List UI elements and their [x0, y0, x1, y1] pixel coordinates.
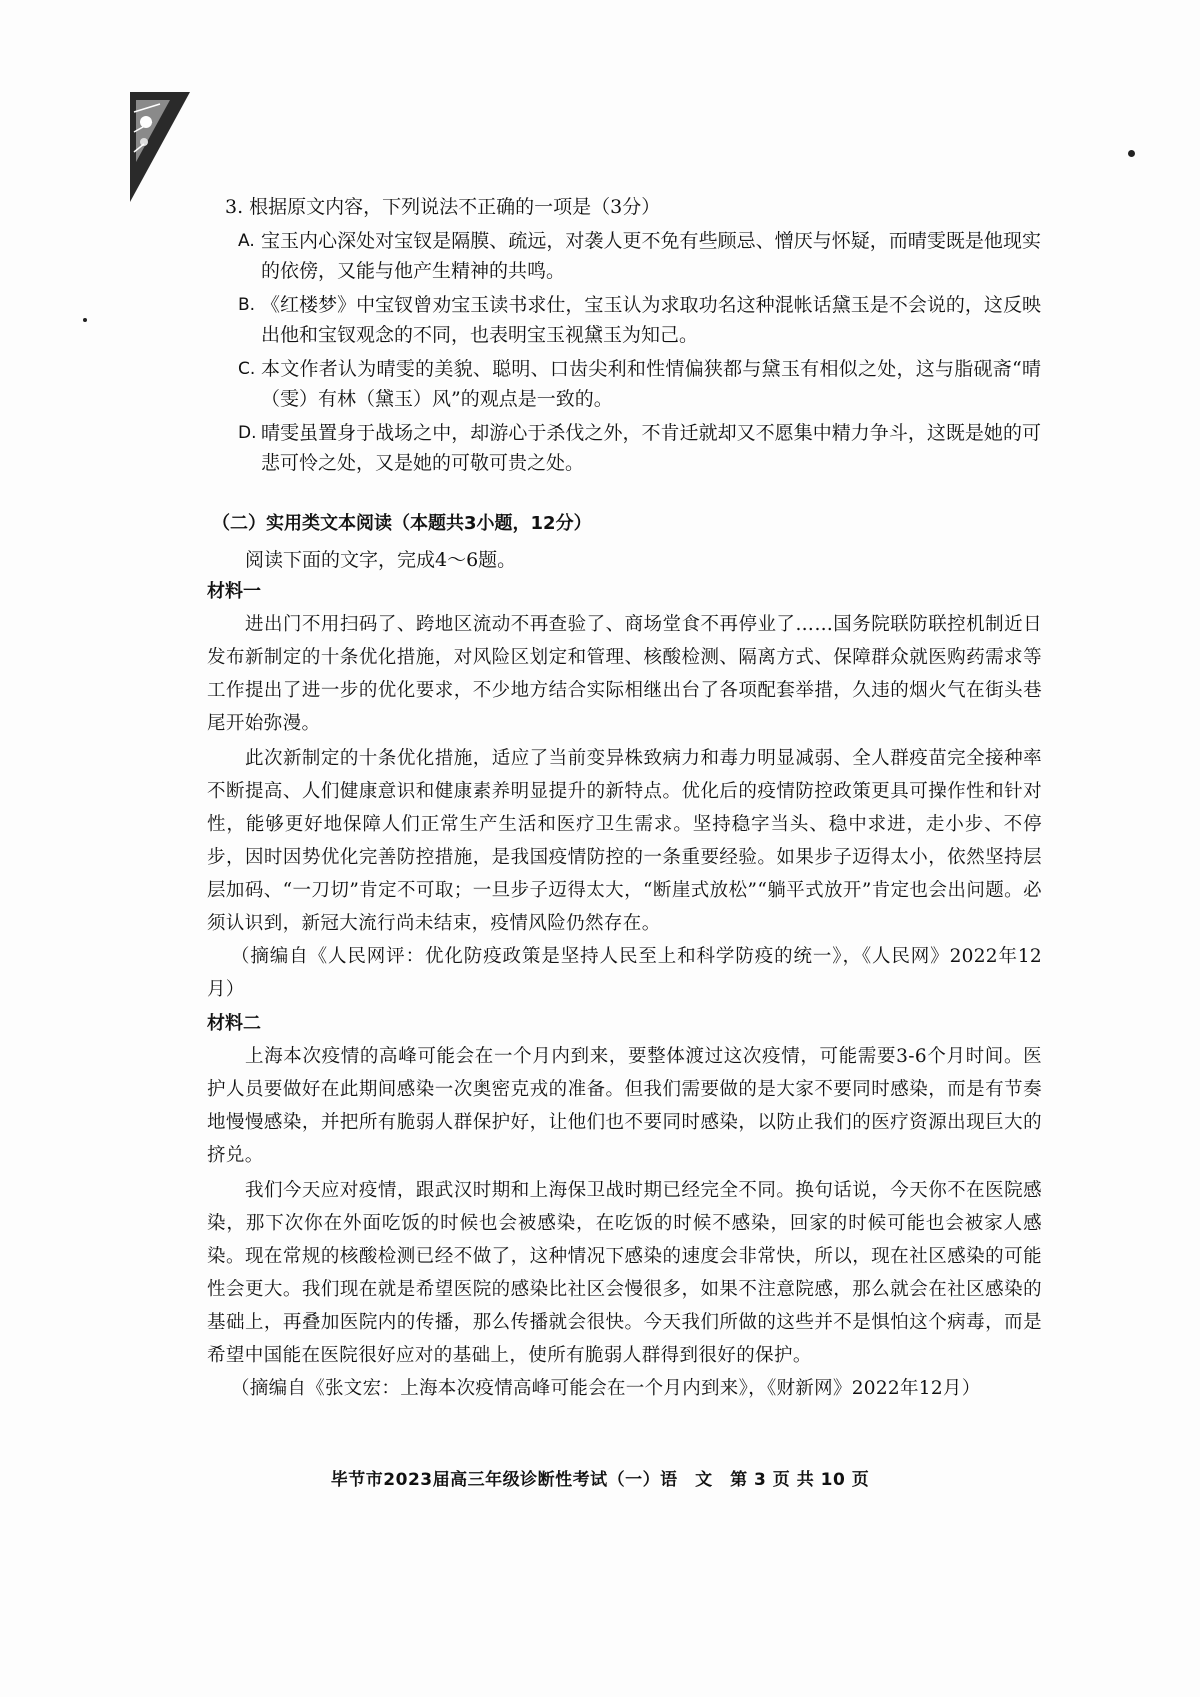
option-d	[238, 418, 1041, 478]
material-2-source: （摘编自《张文宏：上海本次疫情高峰可能会在一个月内到来》，《财新网》2022年12月）	[231, 1378, 981, 1399]
option-a	[238, 226, 1041, 286]
material-2-label: 材料二	[207, 1013, 261, 1034]
option-c	[238, 354, 1041, 414]
material-1-source: （摘编自《人民网评：优化防疫政策是坚持人民至上和科学防疫的统一》，《人民网》2022年12月）	[207, 946, 1042, 1000]
section-title	[212, 510, 1042, 538]
section-instruction: 阅读下面的文字，完成4～6题。	[245, 549, 517, 571]
option-letter: D.	[238, 423, 257, 443]
option-letter: A.	[238, 231, 255, 251]
scan-dot	[1128, 150, 1135, 157]
scan-dot	[83, 318, 87, 322]
option-b	[238, 290, 1041, 350]
material-2-paragraph: 上海本次疫情的高峰可能会在一个月内到来，要整体渡过这次疫情，可能需要3-6个月时间。医护人员要做好在此期间感染一次奥密克戎的准备。但我们需要做的是大家不要同时感染，而是有节奏地慢慢感染，并把所有脆弱人群保护好，让他们也不要同时感染，以防止我们的医疗资源出现巨大的挤兑。	[207, 1046, 1042, 1166]
option-text: 宝玉内心深处对宝钗是隔膜、疏远，对袭人更不免有些顾忌、憎厌与怀疑，而晴雯既是他现实的依傍，又能与他产生精神的共鸣。	[261, 230, 1041, 282]
page-footer: 毕节市2023届高三年级诊断性考试（一）语 文 第 3 页 共 10 页	[330, 1470, 870, 1490]
option-letter: B.	[238, 295, 256, 315]
material-2-paragraph: 我们今天应对疫情，跟武汉时期和上海保卫战时期已经完全不同。换句话说，今天你不在医院感染，那下次你在外面吃饭的时候也会被感染，在吃饭的时候不感染，回家的时候可能也会被家人感染。现在常规的核酸检测已经不做了，这种情况下感染的速度会非常快，所以，现在社区感染的可能性会更大。我们现在就是希望医院的感染比社区会慢很多，如果不注意院感，那么就会在社区感染的基础上，再叠加医院内的传播，那么传播就会很快。今天我们所做的这些并不是惧怕这个病毒，而是希望中国能在医院很好应对的基础上，使所有脆弱人群得到很好的保护。	[207, 1180, 1042, 1366]
section-practical-reading	[207, 510, 1042, 1405]
question-stem: 3. 根据原文内容，下列说法不正确的一项是（3分）	[225, 196, 661, 218]
option-text: 晴雯虽置身于战场之中，却游心于杀伐之外，不肯迁就却又不愿集中精力争斗，这既是她的可悲可怜之处，又是她的可敬可贵之处。	[261, 422, 1041, 474]
material-1-paragraph: 进出门不用扫码了、跨地区流动不再查验了、商场堂食不再停业了……国务院联防联控机制近日发布新制定的十条优化措施，对风险区划定和管理、核酸检测、隔离方式、保障群众就医购药需求等工作提出了进一步的优化要求，不少地方结合实际相继出台了各项配套举措，久违的烟火气在街头巷尾开始弥漫。	[207, 614, 1042, 734]
question-3	[225, 192, 1088, 478]
material-1-paragraph: 此次新制定的十条优化措施，适应了当前变异株致病力和毒力明显减弱、全人群疫苗完全接种率不断提高、人们健康意识和健康素养明显提升的新特点。优化后的疫情防控政策更具可操作性和针对性，能够更好地保障人们正常生产生活和医疗卫生需求。坚持稳字当头、稳中求进，走小步、不停步，因时因势优化完善防控措施，是我国疫情防控的一条重要经验。如果步子迈得太小，依然坚持层层加码、“一刀切”肯定不可取；一旦步子迈得太大，“断崖式放松”“躺平式放开”肯定也会出问题。必须认识到，新冠大流行尚未结束，疫情风险仍然存在。	[207, 748, 1042, 934]
option-letter: C.	[238, 359, 256, 379]
material-1-label: 材料一	[207, 581, 261, 602]
option-text: 《红楼梦》中宝钗曾劝宝玉读书求仕，宝玉认为求取功名这种混帐话黛玉是不会说的，这反映出他和宝钗观念的不同，也表明宝玉视黛玉为知己。	[261, 294, 1041, 346]
option-text: 本文作者认为晴雯的美貌、聪明、口齿尖利和性情偏狭都与黛玉有相似之处，这与脂砚斋“晴（雯）有林（黛玉）风”的观点是一致的。	[261, 358, 1041, 410]
corner-scan-mark-icon	[130, 92, 190, 202]
section-title-note: （本题共3小题，12分）	[392, 513, 592, 534]
section-title-text: （二）实用类文本阅读	[212, 513, 392, 534]
